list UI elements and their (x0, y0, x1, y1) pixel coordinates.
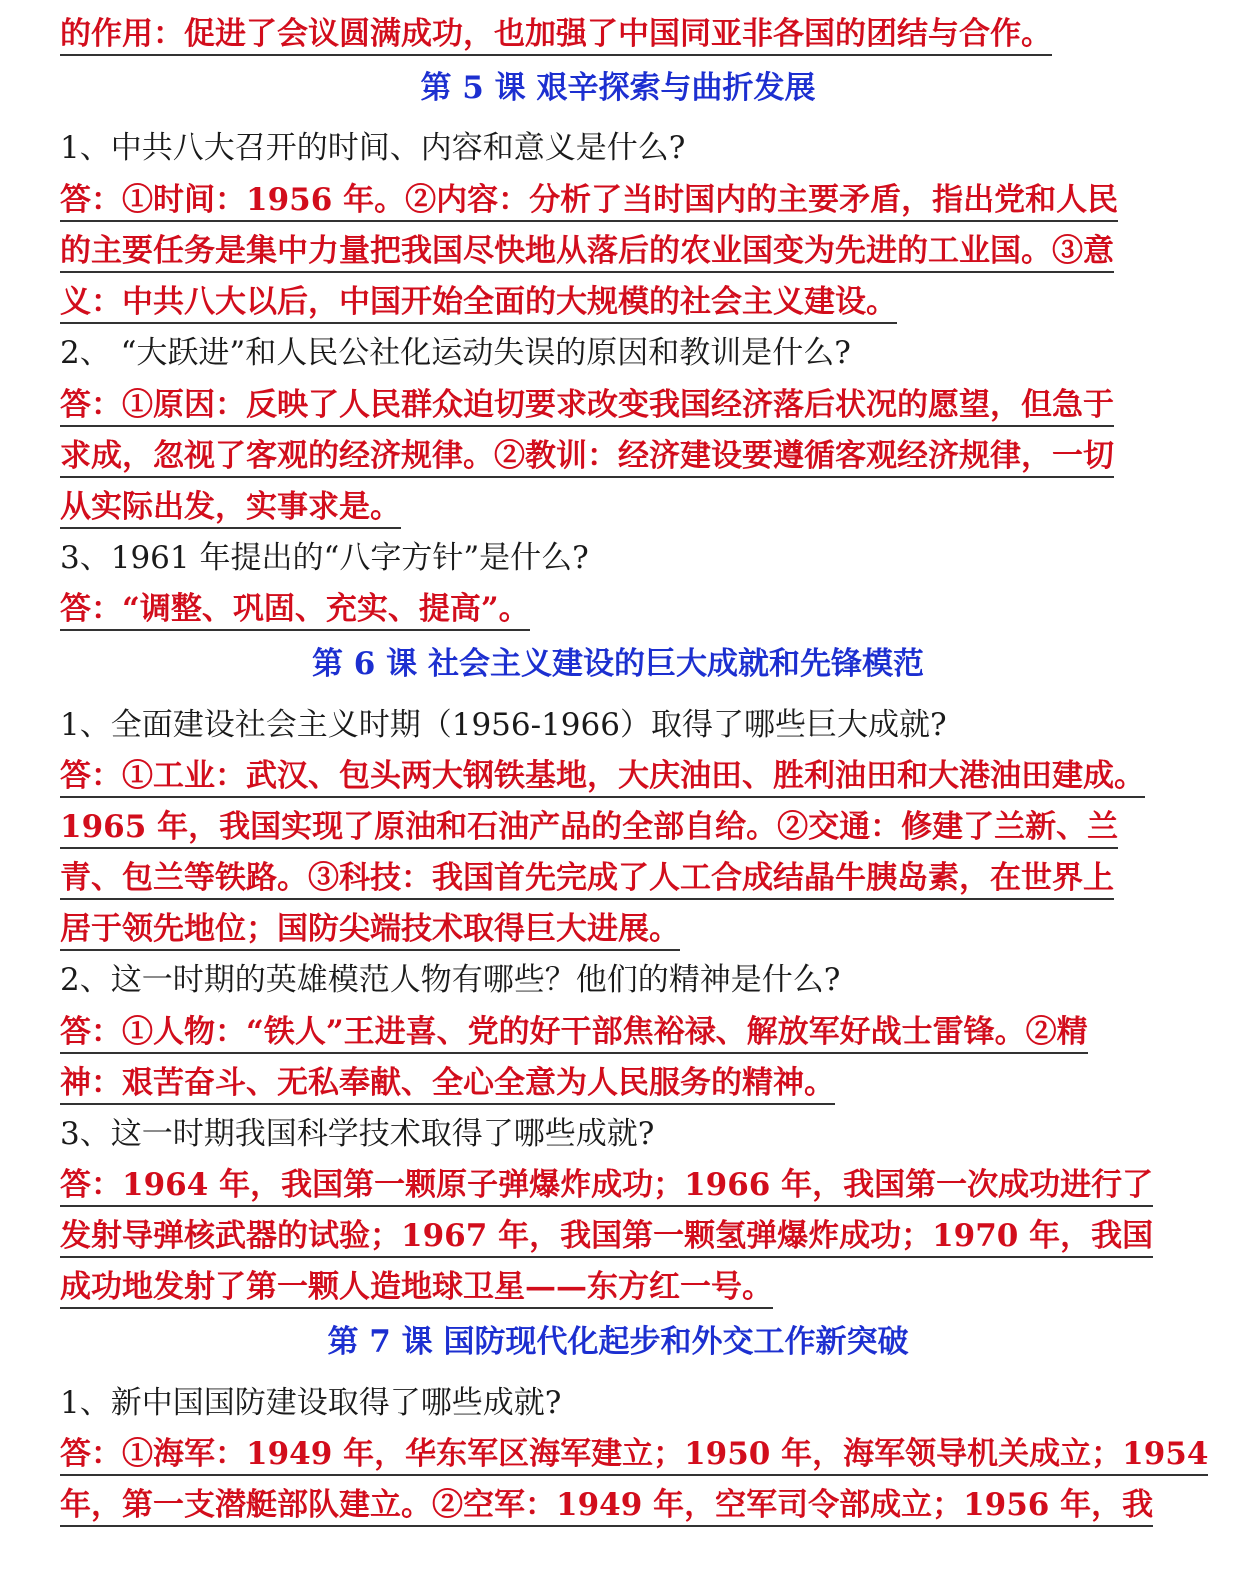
question-line: 2、这一时期的英雄模范人物有哪些？他们的精神是什么? (60, 962, 841, 998)
answer-line: 答：①时间：1956 年。②内容：分析了当时国内的主要矛盾，指出党和人民 (60, 180, 1118, 220)
answer-line: 的作用：促进了会议圆满成功，也加强了中国同亚非各国的团结与合作。 (60, 14, 1052, 54)
answer-line: 发射导弹核武器的试验；1967 年，我国第一颗氢弹爆炸成功；1970 年，我国 (60, 1216, 1153, 1256)
question-line: 3、1961 年提出的“八字方针”是什么? (60, 540, 589, 576)
lesson-7-heading: 第 7 课 国防现代化起步和外交工作新突破 (327, 1324, 909, 1360)
answer-line: 居于领先地位；国防尖端技术取得巨大进展。 (60, 909, 680, 949)
question-line: 3、这一时期我国科学技术取得了哪些成就? (60, 1116, 655, 1152)
question-line: 1、中共八大召开的时间、内容和意义是什么? (60, 130, 686, 166)
answer-line: 年，第一支潜艇部队建立。②空军：1949 年，空军司令部成立；1956 年，我 (60, 1485, 1153, 1525)
answer-line: 神：艰苦奋斗、无私奉献、全心全意为人民服务的精神。 (60, 1063, 835, 1103)
answer-line: 的主要任务是集中力量把我国尽快地从落后的农业国变为先进的工业国。③意 (60, 231, 1114, 271)
question-line: 1、新中国国防建设取得了哪些成就? (60, 1385, 562, 1421)
question-line: 1、全面建设社会主义时期（1956-1966）取得了哪些巨大成就? (60, 707, 947, 743)
answer-line: 答：①原因：反映了人民群众迫切要求改变我国经济落后状况的愿望，但急于 (60, 385, 1114, 425)
answer-line: 答：“调整、巩固、充实、提高”。 (60, 589, 530, 629)
answer-line: 求成，忽视了客观的经济规律。②教训：经济建设要遵循客观经济规律，一切 (60, 436, 1114, 476)
answer-line: 义：中共八大以后，中国开始全面的大规模的社会主义建设。 (60, 282, 897, 322)
answer-line: 青、包兰等铁路。③科技：我国首先完成了人工合成结晶牛胰岛素，在世界上 (60, 858, 1114, 898)
answer-line: 从实际出发，实事求是。 (60, 487, 401, 527)
answer-line: 成功地发射了第一颗人造地球卫星——东方红一号。 (60, 1267, 773, 1307)
answer-line: 1965 年，我国实现了原油和石油产品的全部自给。②交通：修建了兰新、兰 (60, 807, 1118, 847)
lesson-5-heading: 第 5 课 艰辛探索与曲折发展 (420, 70, 816, 106)
answer-line: 答：1964 年，我国第一颗原子弹爆炸成功；1966 年，我国第一次成功进行了 (60, 1165, 1153, 1205)
question-line: 2、 “大跃进”和人民公社化运动失误的原因和教训是什么? (60, 335, 851, 371)
answer-line: 答：①工业：武汉、包头两大钢铁基地，大庆油田、胜利油田和大港油田建成。 (60, 756, 1145, 796)
lesson-6-heading: 第 6 课 社会主义建设的巨大成就和先锋模范 (312, 646, 924, 682)
answer-line: 答：①海军：1949 年，华东军区海军建立；1950 年，海军领导机关成立；1954 (60, 1434, 1208, 1474)
answer-line: 答：①人物：“铁人”王进喜、党的好干部焦裕禄、解放军好战士雷锋。②精 (60, 1012, 1088, 1052)
